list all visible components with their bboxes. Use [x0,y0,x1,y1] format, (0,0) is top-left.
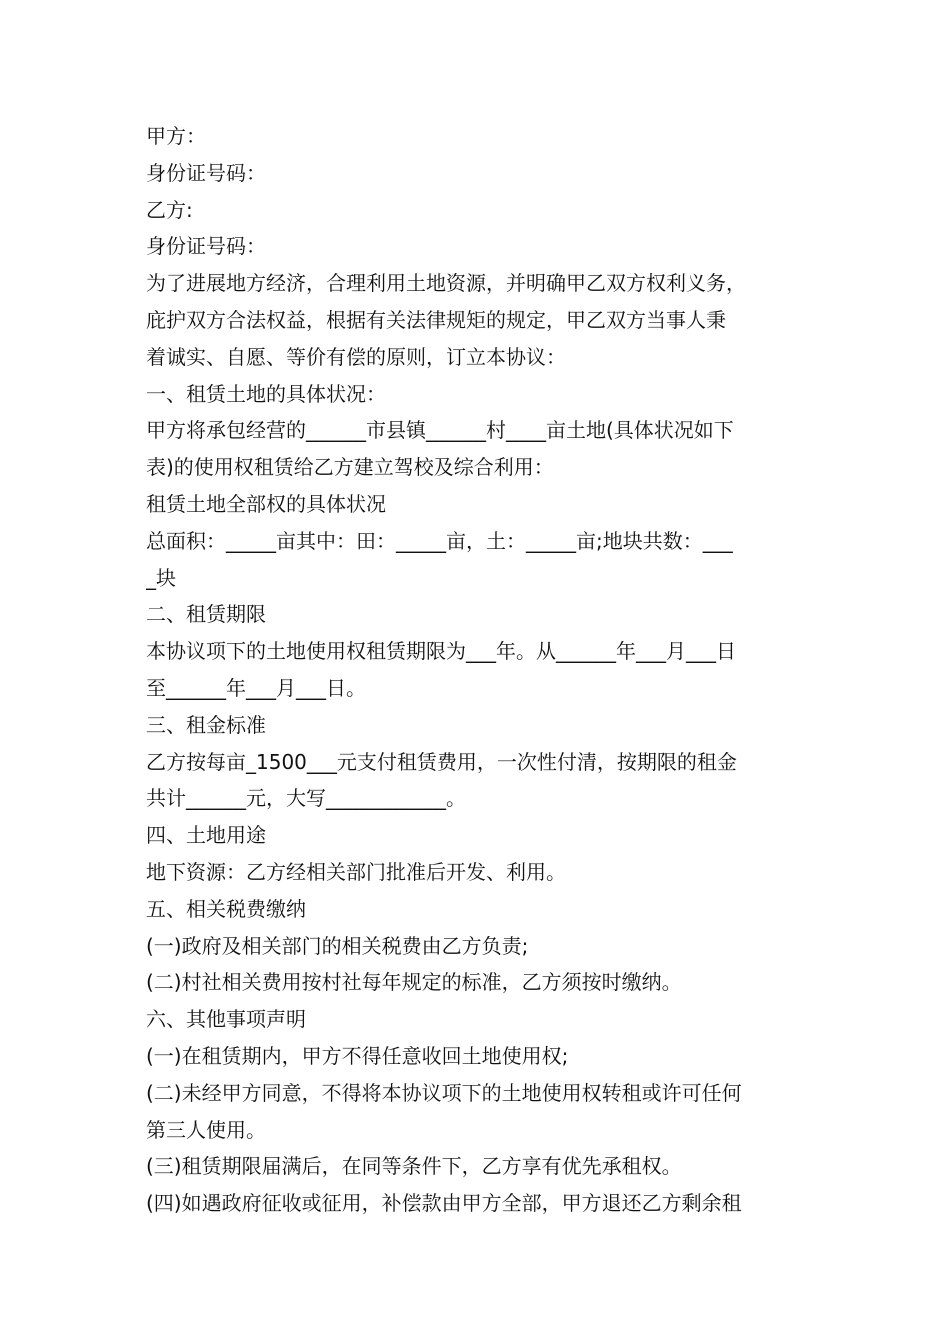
section-6-line-5: (四)如遇政府征收或征用，补偿款由甲方全部，甲方退还乙方剩余租 [146,1191,742,1216]
section-6-line-1: (一)在租赁期内，甲方不得任意收回土地使用权; [146,1043,569,1068]
preamble-line-3: 着诚实、自愿、等价有偿的原则，订立本协议： [146,344,566,369]
preamble-line-1: 为了进展地方经济，合理利用土地资源，并明确甲乙双方权利义务， [146,271,746,296]
section-1-line-5: _块 [146,565,176,590]
section-1-heading: 一、租赁土地的具体状况： [146,381,386,406]
section-1-line-4: 总面积：_____亩其中：田：_____亩，土：_____亩;地块共数：___ [146,528,733,553]
section-5-line-2: (二)村社相关费用按村社每年规定的标准，乙方须按时缴纳。 [146,970,682,995]
section-5-heading: 五、相关税费缴纳 [146,896,306,921]
preamble-line-2: 庇护双方合法权益，根据有关法律规矩的规定，甲乙双方当事人秉 [146,307,726,332]
section-3-heading: 三、租金标准 [146,712,266,737]
document-body [146,118,816,1222]
section-3-line-1: 乙方按每亩_1500___元支付租赁费用，一次性付清，按期限的租金 [146,749,737,774]
section-2-line-1: 本协议项下的土地使用权租赁期限为___年。从______年___月___日 [146,639,736,664]
section-4-line-1: 地下资源：乙方经相关部门批准后开发、利用。 [146,859,566,884]
section-1-line-2: 表)的使用权租赁给乙方建立驾校及综合利用： [146,455,554,480]
party-a-label: 甲方： [146,124,206,148]
party-a-id-label: 身份证号码： [146,160,266,185]
party-b-label: 乙方: [146,197,193,222]
section-4-heading: 四、土地用途 [146,823,266,848]
section-1-line-1: 甲方将承包经营的______市县镇______村____亩土地(具体状况如下 [146,418,734,443]
section-6-heading: 六、其他事项声明 [146,1007,306,1032]
section-6-line-4: (三)租赁期限届满后，在同等条件下，乙方享有优先承租权。 [146,1154,682,1179]
section-3-line-2: 共计______元，大写____________。 [146,786,466,811]
section-6-line-3: 第三人使用。 [146,1117,266,1142]
section-5-line-1: (一)政府及相关部门的相关税费由乙方负责; [146,933,529,958]
section-6-line-2: (二)未经甲方同意，不得将本协议项下的土地使用权转租或许可任何 [146,1080,742,1105]
section-1-line-3: 租赁土地全部权的具体状况 [146,491,386,516]
section-2-heading: 二、租赁期限 [146,602,266,627]
section-2-line-2: 至______年___月___日。 [146,675,366,700]
party-b-id-label: 身份证号码： [146,234,266,259]
